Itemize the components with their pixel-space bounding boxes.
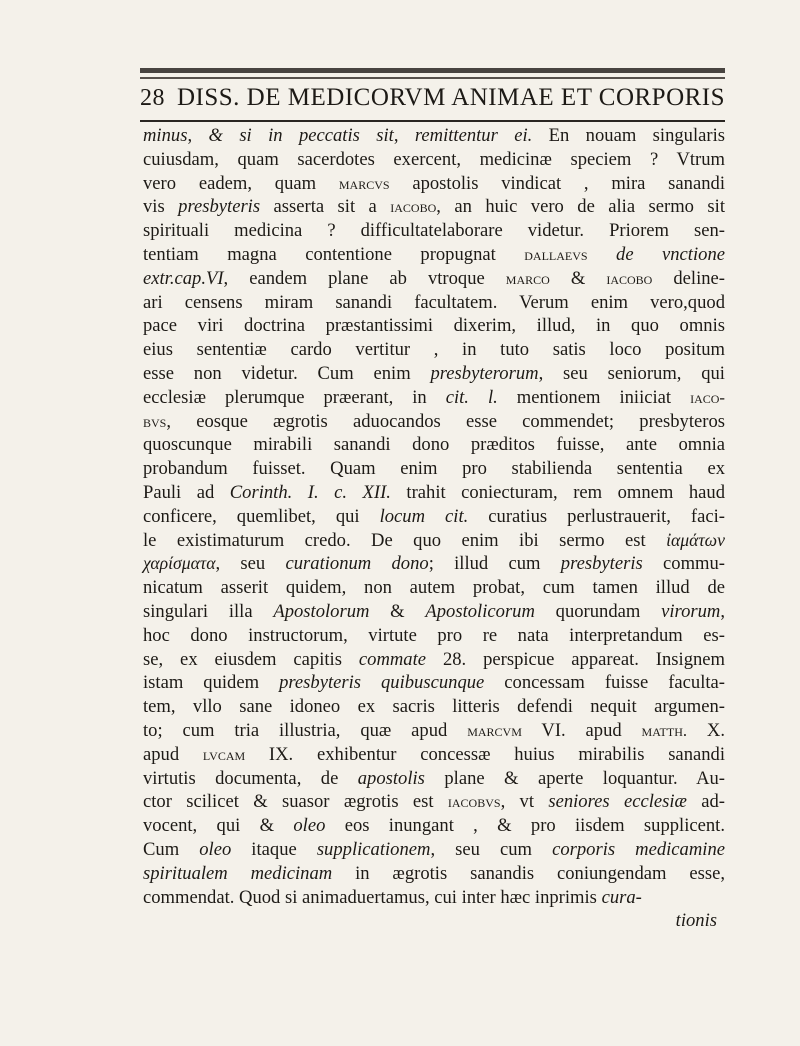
text-line bbox=[143, 433, 725, 457]
text-segment: Corinth. I. c. XII. bbox=[229, 481, 391, 503]
text-segment: En nouam singularis bbox=[532, 125, 725, 146]
text-segment: lvcam bbox=[202, 744, 246, 764]
text-segment: 28. perspicue appareat. Insignem bbox=[426, 648, 726, 670]
text-segment: commu- bbox=[642, 553, 725, 575]
text-line bbox=[143, 410, 725, 434]
text-segment: nicatum asserit quidem, non autem probat, cum tamen illud de bbox=[143, 577, 725, 599]
text-segment: ad- bbox=[686, 791, 726, 813]
text-line bbox=[143, 695, 725, 719]
text-segment: conficere, quemlibet, qui bbox=[143, 505, 380, 527]
text-line bbox=[143, 767, 725, 791]
catchword bbox=[143, 909, 725, 933]
text-segment: singulari illa bbox=[143, 600, 274, 622]
text-segment: presbyteris bbox=[178, 196, 261, 218]
text-segment: marcvs bbox=[338, 173, 390, 193]
text-line bbox=[143, 886, 725, 910]
text-segment: locum cit. bbox=[379, 505, 469, 527]
text-line bbox=[143, 505, 725, 529]
text-segment: pace viri doctrina præstantissimi dixerim, illud, in quo omnis bbox=[143, 315, 725, 337]
text-segment: , bbox=[187, 125, 209, 146]
text-segment: oleo bbox=[293, 815, 326, 837]
header-rule bbox=[140, 120, 725, 122]
text-segment: vis bbox=[143, 196, 179, 218]
text-segment: ari censens miram sanandi facultatem. Verum enim vero,quod bbox=[143, 291, 725, 313]
text-segment: IX. exhibentur concessæ huius mirabilis sanandi bbox=[245, 743, 725, 765]
text-line bbox=[143, 624, 725, 648]
text-segment: in ægrotis sanandis coniungendam esse, bbox=[332, 862, 725, 884]
text-segment: se, ex eiusdem capitis bbox=[143, 648, 359, 670]
text-segment: eos inungant , & pro iisdem supplicent. bbox=[325, 815, 725, 837]
text-segment: Pauli ad bbox=[143, 481, 230, 503]
text-segment: ctor scilicet & suasor ægrotis est bbox=[143, 791, 448, 813]
text-segment: spirituali medicina ? difficultatelaborare videtur. Priorem sen- bbox=[143, 220, 725, 242]
text-segment: oleo bbox=[199, 838, 232, 860]
text-segment: bvs bbox=[143, 411, 167, 431]
text-segment: , seu cum bbox=[430, 838, 553, 860]
text-line bbox=[143, 862, 725, 886]
text-segment: , eosque ægrotis aduocandos esse commendet; presbyteros bbox=[166, 410, 725, 432]
running-title: DISS. DE MEDICORVM ANIMAE ET CORPORIS bbox=[177, 84, 726, 111]
text-line bbox=[143, 124, 725, 148]
text-line bbox=[143, 386, 725, 410]
text-segment: & bbox=[369, 600, 426, 622]
text-line bbox=[143, 743, 725, 767]
text-segment: probandum fuisset. Quam enim pro stabilienda sententia ex bbox=[143, 458, 725, 480]
text-segment: curationum dono bbox=[285, 553, 429, 575]
text-line bbox=[143, 600, 725, 624]
text-line bbox=[143, 148, 725, 172]
text-line bbox=[143, 790, 725, 814]
text-segment: vocent, qui & bbox=[143, 815, 294, 837]
text-segment: virtutis documenta, de bbox=[143, 767, 358, 789]
text-segment: vero eadem, quam bbox=[143, 172, 339, 194]
text-line bbox=[143, 362, 725, 386]
text-segment: trahit coniecturam, rem omnem haud bbox=[390, 481, 726, 503]
text-segment: quorundam bbox=[534, 600, 662, 622]
text-segment: & si in peccatis sit bbox=[208, 125, 394, 146]
text-segment: cit. l. bbox=[445, 386, 498, 408]
text-line bbox=[143, 838, 725, 862]
text-segment: Apostolicorum bbox=[425, 600, 535, 622]
text-segment: le existimaturum credo. De quo enim ibi sermo est bbox=[143, 529, 667, 551]
text-segment: marcvm bbox=[467, 720, 522, 740]
text-segment: quoscunque mirabili sanandi dono præditos fuisse, ante omnia bbox=[143, 434, 725, 456]
text-segment: & bbox=[549, 267, 607, 289]
catchword-text: tionis bbox=[675, 910, 717, 932]
text-segment: seniores ecclesiæ bbox=[548, 791, 687, 813]
text-segment: presbyterorum bbox=[430, 362, 539, 384]
text-segment: VI. apud bbox=[521, 719, 642, 741]
text-segment: deline- bbox=[652, 267, 725, 289]
text-line bbox=[143, 243, 725, 267]
text-line bbox=[143, 529, 725, 553]
text-segment: cura- bbox=[601, 886, 642, 908]
page-number: 28 bbox=[140, 85, 165, 111]
text-segment: , eandem plane ab vtroque bbox=[223, 267, 506, 289]
text-line bbox=[143, 267, 725, 291]
text-segment: supplicationem bbox=[316, 838, 431, 860]
text-line bbox=[143, 814, 725, 838]
text-segment: eius sententiæ cardo vertitur , in tuto satis loco positum bbox=[143, 339, 725, 361]
text-segment: χαρίσματα bbox=[143, 553, 216, 574]
text-segment: presbyteris quibuscunque bbox=[279, 672, 485, 694]
text-segment: hoc dono instructorum, virtute pro re nata interpretandum es- bbox=[143, 624, 725, 646]
text-segment: iacobvs bbox=[447, 792, 501, 812]
text-line bbox=[143, 195, 725, 219]
text-line bbox=[143, 552, 725, 576]
body-text bbox=[143, 124, 725, 933]
text-segment: remittentur ei. bbox=[414, 125, 533, 146]
text-segment: apud bbox=[143, 743, 203, 765]
text-segment: esse non videtur. Cum enim bbox=[143, 362, 431, 384]
text-segment: dallaevs bbox=[524, 244, 588, 264]
text-segment: , seu seniorum, qui bbox=[538, 362, 725, 384]
text-line bbox=[143, 314, 725, 338]
text-segment: plane & aperte loquantur. Au- bbox=[424, 767, 725, 789]
text-segment: mentionem iniiciat bbox=[497, 386, 691, 408]
text-segment: Cum bbox=[143, 838, 200, 860]
text-segment: cuiusdam, quam sacerdotes exercent, medicinæ speciem ? Vtrum bbox=[143, 148, 725, 170]
text-segment: iacobo bbox=[606, 268, 653, 288]
text-line bbox=[143, 219, 725, 243]
text-segment: apostolis bbox=[357, 767, 425, 789]
text-segment: iaco- bbox=[690, 387, 725, 407]
text-segment: marco bbox=[505, 268, 550, 288]
text-line bbox=[143, 648, 725, 672]
text-segment: itaque bbox=[231, 838, 317, 860]
text-segment: , an huic vero de alia sermo sit bbox=[436, 196, 725, 218]
text-segment: , seu bbox=[215, 553, 286, 575]
text-segment: iacobo bbox=[390, 197, 437, 217]
text-segment: curatius perlustrauerit, faci- bbox=[468, 505, 725, 527]
text-segment: istam quidem bbox=[143, 672, 280, 694]
text-segment: tentiam magna contentione propugnat bbox=[143, 243, 525, 265]
text-line bbox=[143, 481, 725, 505]
text-segment: apostolis vindicat , mira sanandi bbox=[389, 172, 725, 194]
text-segment: X. bbox=[687, 719, 725, 741]
text-segment: commendat. Quod si animaduertamus, cui inter hæc inprimis bbox=[143, 886, 602, 908]
running-header bbox=[140, 84, 725, 118]
text-segment: , bbox=[720, 600, 725, 622]
text-segment: tem, vllo sane idoneo ex sacris litteris defendi nequit argumen- bbox=[143, 696, 725, 718]
text-segment: to; cum tria illustria, quæ apud bbox=[143, 719, 468, 741]
text-segment: de vnctione bbox=[616, 243, 725, 265]
text-segment: corporis medicamine bbox=[552, 838, 725, 860]
text-segment: , vt bbox=[500, 791, 549, 813]
text-segment: , bbox=[393, 125, 415, 146]
text-line bbox=[143, 457, 725, 481]
text-segment: spiritualem medicinam bbox=[143, 862, 333, 884]
text-segment: virorum bbox=[661, 600, 721, 622]
text-segment: minus bbox=[143, 125, 188, 146]
text-segment: presbyteris bbox=[560, 553, 643, 575]
text-segment: asserta sit a bbox=[260, 196, 391, 218]
text-segment: matth. bbox=[641, 720, 688, 740]
text-segment: Apostolorum bbox=[273, 600, 370, 622]
text-segment: ecclesiæ plerumque præerant, in bbox=[143, 386, 446, 408]
text-line bbox=[143, 338, 725, 362]
text-segment: concessam fuisse faculta- bbox=[484, 672, 725, 694]
text-line bbox=[143, 576, 725, 600]
text-segment: extr.cap.VI bbox=[143, 267, 224, 289]
text-line bbox=[143, 719, 725, 743]
text-line bbox=[143, 291, 725, 315]
decorative-top-band bbox=[140, 68, 725, 84]
text-line bbox=[143, 671, 725, 695]
text-line bbox=[143, 172, 725, 196]
text-segment: ; illud cum bbox=[428, 553, 561, 575]
text-segment: ἰαμάτων bbox=[666, 529, 725, 550]
text-segment bbox=[588, 244, 616, 265]
text-segment: commate bbox=[358, 648, 427, 670]
